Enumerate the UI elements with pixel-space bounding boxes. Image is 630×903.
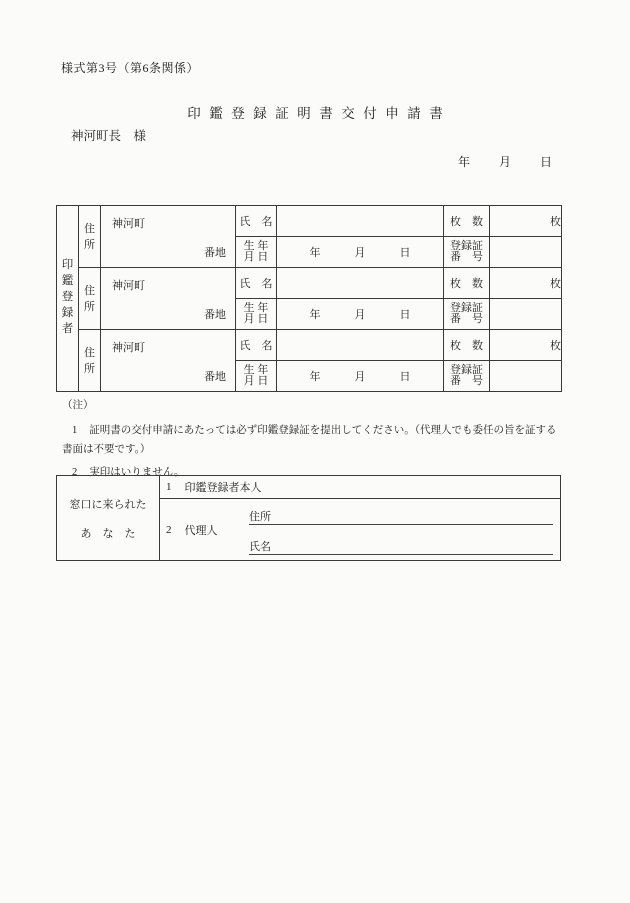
sheets-unit-cell: 枚	[490, 268, 562, 299]
proxy-name-label: 氏名	[249, 541, 271, 553]
name-value-cell	[277, 268, 444, 299]
name-label-cell: 氏 名	[236, 268, 277, 299]
town-label: 神河町	[112, 342, 145, 354]
town-label: 神河町	[112, 280, 145, 292]
address-cell	[101, 206, 236, 268]
residence-label-bottom: 所	[84, 300, 95, 313]
birthdate-value-cell	[277, 361, 444, 392]
regno-label-cell: 登録証 番 号	[444, 237, 490, 268]
residence-label-top: 住	[84, 284, 95, 297]
proxy-name-field	[249, 525, 553, 555]
birth-year-label: 年	[309, 247, 321, 259]
birth-year-label: 年	[309, 309, 321, 321]
visitor-option-self	[160, 476, 560, 499]
regno-value-cell	[490, 237, 562, 268]
birthdate-value-cell	[277, 299, 444, 330]
residence-label-top: 住	[84, 222, 95, 235]
residence-label-cell	[79, 330, 101, 392]
regno-value-cell	[490, 361, 562, 392]
birth-day-label: 日	[399, 371, 411, 383]
notes-section	[62, 399, 562, 486]
note-number: 1	[72, 425, 78, 436]
date-line	[458, 153, 552, 170]
option-number: 1	[166, 481, 172, 493]
option-label: 印鑑登録者本人	[184, 482, 262, 494]
birth-month-label: 月	[354, 247, 366, 259]
name-label-cell: 氏 名	[236, 206, 277, 237]
birthdate-label-cell: 生 年 月 日	[236, 237, 277, 268]
sheets-label-cell: 枚 数	[444, 268, 490, 299]
name-label-cell: 氏 名	[236, 330, 277, 361]
birthdate-value-cell	[277, 237, 444, 268]
birthdate-label-cell: 生 年 月 日	[236, 299, 277, 330]
form-number: 様式第3号（第6条関係）	[61, 61, 200, 75]
birth-day-label: 日	[399, 247, 411, 259]
month-label: 月	[498, 155, 511, 169]
notes-heading: （注）	[62, 400, 94, 411]
name-value-cell	[277, 330, 444, 361]
address-cell	[101, 268, 236, 330]
regno-label-cell: 登録証 番 号	[444, 299, 490, 330]
proxy-address-field	[249, 499, 553, 525]
vertical-header-text: 印 鑑 登 録 者	[61, 258, 74, 335]
option-label: 代理人	[184, 524, 218, 537]
lot-number-label: 番地	[204, 371, 226, 383]
visitor-header-line1: 窓口に来られた	[69, 498, 147, 511]
option-number: 2	[166, 523, 172, 536]
sheets-unit-cell: 枚	[490, 330, 562, 361]
name-value-cell	[277, 206, 444, 237]
sheets-label-cell: 枚 数	[444, 206, 490, 237]
regno-value-cell	[490, 299, 562, 330]
registrant-table	[56, 205, 562, 392]
birth-month-label: 月	[354, 309, 366, 321]
sheets-label-cell: 枚 数	[444, 330, 490, 361]
town-label: 神河町	[112, 218, 145, 230]
birth-day-label: 日	[399, 309, 411, 321]
residence-label-cell	[79, 268, 101, 330]
addressee: 神河町長 様	[71, 129, 147, 143]
day-label: 日	[539, 155, 552, 169]
visitor-header-cell	[57, 476, 160, 560]
visitor-table	[56, 475, 561, 561]
residence-label-bottom: 所	[84, 238, 95, 251]
birth-month-label: 月	[354, 371, 366, 383]
birthdate-label-cell: 生 年 月 日	[236, 361, 277, 392]
note-text: 証明書の交付申請にあたっては必ず印鑑登録証を提出してください。（代理人でも委任の旨を証する書面は不要です。）	[62, 425, 557, 455]
note-text: 実印はいりません。	[89, 467, 185, 478]
note-number: 2	[72, 467, 78, 478]
residence-label-cell	[79, 206, 101, 268]
sheets-unit-cell: 枚	[490, 206, 562, 237]
note-item	[62, 421, 562, 459]
regno-label-cell: 登録証 番 号	[444, 361, 490, 392]
residence-label-bottom: 所	[84, 362, 95, 375]
lot-number-label: 番地	[204, 247, 226, 259]
address-cell	[101, 330, 236, 392]
birth-year-label: 年	[309, 371, 321, 383]
proxy-address-label: 住所	[249, 511, 271, 523]
visitor-header-line2: あ な た	[80, 527, 136, 540]
year-label: 年	[457, 155, 470, 169]
visitor-option-proxy	[160, 499, 560, 560]
residence-label-top: 住	[84, 346, 95, 359]
lot-number-label: 番地	[204, 309, 226, 321]
page-title: 印鑑登録証明書交付申請書	[187, 106, 452, 121]
vertical-header-cell	[57, 206, 79, 392]
